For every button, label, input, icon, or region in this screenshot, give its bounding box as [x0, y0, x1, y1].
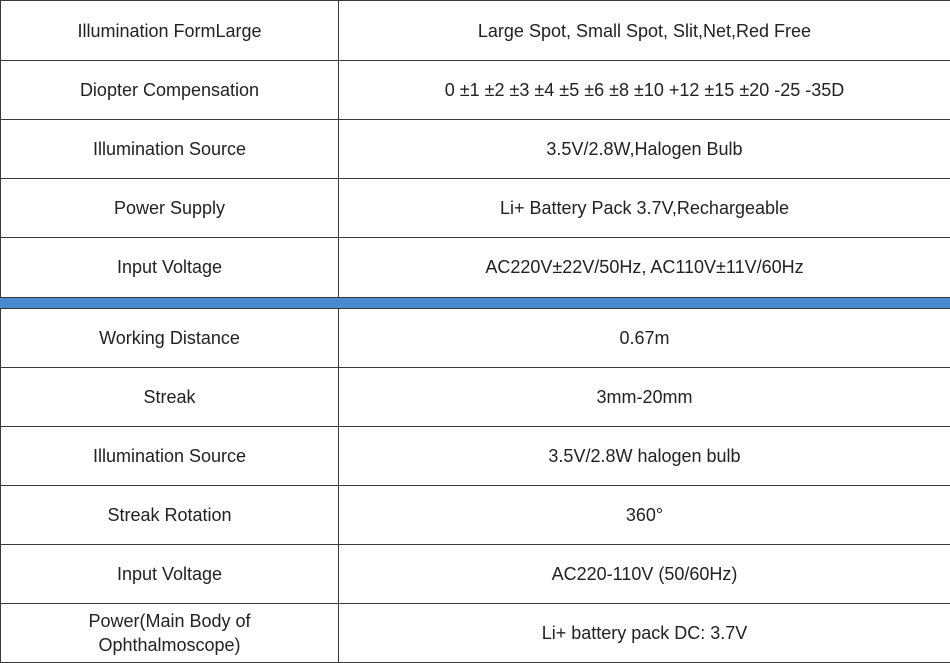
- spec-label: Input Voltage: [1, 545, 339, 604]
- table-row: [1, 486, 950, 545]
- table-row: [1, 545, 950, 604]
- spec-label: Power Supply: [1, 179, 339, 238]
- table-row: [1, 427, 950, 486]
- spec-label: Power(Main Body of Ophthalmoscope): [88, 609, 250, 657]
- spec-value: 0.67m: [339, 309, 950, 368]
- spec-value: Li+ battery pack DC: 3.7V: [339, 604, 950, 663]
- spec-label: Streak: [1, 368, 339, 427]
- retinoscope-spec-table: [0, 309, 950, 663]
- spec-value: Li+ Battery Pack 3.7V,Rechargeable: [339, 179, 950, 238]
- spec-value: 360°: [339, 486, 950, 545]
- spec-value: 3.5V/2.8W,Halogen Bulb: [339, 120, 950, 179]
- spec-value: 3.5V/2.8W halogen bulb: [339, 427, 950, 486]
- spec-value: 0 ±1 ±2 ±3 ±4 ±5 ±6 ±8 ±10 +12 ±15 ±20 -25 -35D: [339, 61, 950, 120]
- spec-label: Illumination FormLarge: [1, 1, 339, 61]
- spec-value: 3mm-20mm: [339, 368, 950, 427]
- spec-label: Streak Rotation: [1, 486, 339, 545]
- spec-value: AC220-110V (50/60Hz): [339, 545, 950, 604]
- spec-label: Diopter Compensation: [1, 61, 339, 120]
- table-row: [1, 604, 950, 663]
- spec-value: AC220V±22V/50Hz, AC110V±11V/60Hz: [339, 238, 950, 297]
- table-row: [1, 368, 950, 427]
- section-divider: [0, 297, 950, 309]
- spec-value: Large Spot, Small Spot, Slit,Net,Red Free: [339, 1, 950, 61]
- spec-label-cell: [1, 604, 339, 663]
- spec-label: Working Distance: [1, 309, 339, 368]
- table-row: [1, 61, 950, 120]
- table-row: [1, 120, 950, 179]
- spec-label: Illumination Source: [1, 120, 339, 179]
- table-row: [1, 309, 950, 368]
- spec-label: Input Voltage: [1, 238, 339, 297]
- table-row: [1, 179, 950, 238]
- table-row: [1, 1, 950, 61]
- spec-label: Illumination Source: [1, 427, 339, 486]
- table-row: [1, 238, 950, 297]
- ophthalmoscope-spec-table: [0, 0, 950, 297]
